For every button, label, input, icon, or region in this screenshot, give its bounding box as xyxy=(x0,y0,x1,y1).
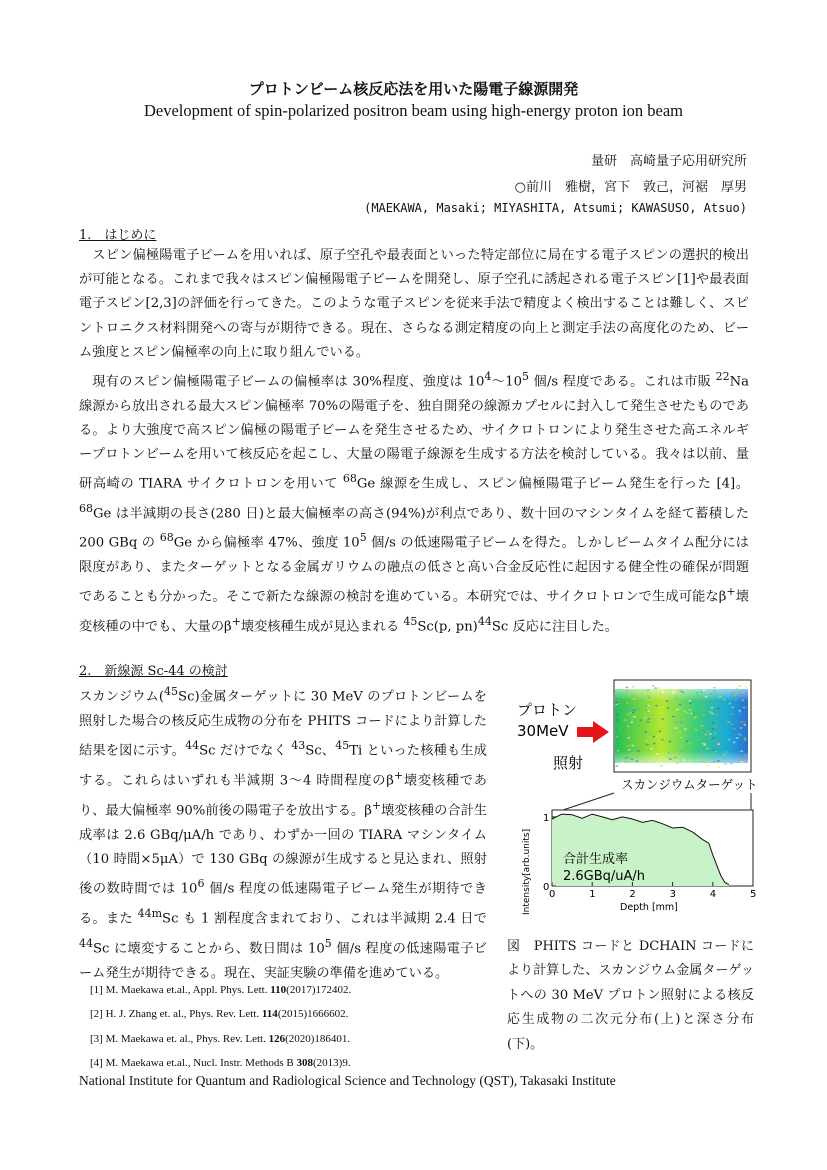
heatmap-speckle-dot xyxy=(725,751,728,753)
rate-label-2: 2.6GBq/uA/h xyxy=(563,869,646,884)
heatmap-speckle-dot xyxy=(675,706,678,708)
authors-roman: (MAEKAWA, Masaki; MIYASHITA, Atsumi; KAWASUSO, Atsuo) xyxy=(364,201,747,215)
heatmap-speckle-dot xyxy=(626,702,629,704)
heatmap-speckle-dot xyxy=(627,728,630,730)
heatmap-speckle-dot xyxy=(617,750,620,752)
heatmap-speckle-dot xyxy=(676,709,679,711)
heatmap-speckle-dot xyxy=(733,729,736,731)
heatmap-speckle-dot xyxy=(733,734,736,736)
heatmap-speckle-dot xyxy=(705,696,708,698)
heatmap-fade xyxy=(615,681,750,771)
heatmap-speckle-dot xyxy=(627,710,630,712)
heatmap-speckle-dot xyxy=(733,742,736,744)
heatmap-speckle-dot xyxy=(615,704,618,706)
energy-label: 30MeV xyxy=(517,722,569,740)
heatmap-speckle-dot xyxy=(717,766,720,768)
heatmap-speckle-dot xyxy=(742,700,745,702)
heatmap-speckle-dot xyxy=(647,689,650,691)
heatmap-speckle-dot xyxy=(714,714,717,716)
heatmap-speckle-dot xyxy=(677,745,680,747)
heatmap-speckle-dot xyxy=(659,694,662,696)
heatmap-speckle-dot xyxy=(679,731,682,733)
heatmap-speckle-dot xyxy=(744,737,747,739)
section1-paragraph1: スピン偏極陽電子ビームを用いれば、原子空孔や最表面といった特定部位に局在する電子スピンの選択的検出が可能となる。これまで我々はスピン偏極陽電子ビームを開発し、原子空孔に誘起される電子スピン[1]や最表面電子スピン[2,3]の評価を行ってきた。このような電子スピンを従来手法で精度よく検出することは難しく、スピントロニクス材料開発への寄与が期待できる。現在、さらなる測定精度の向上と測定手法の高度化のため、ビーム強度とスピン偏極率の向上に取り組んでいる。 xyxy=(79,248,749,360)
heatmap-speckle-dot xyxy=(644,717,647,719)
heatmap-speckle-dot xyxy=(675,764,678,766)
heatmap-speckle-dot xyxy=(635,743,638,745)
heatmap-speckle-dot xyxy=(659,731,662,733)
heatmap-speckle-dot xyxy=(741,751,744,753)
connector-left xyxy=(563,793,614,810)
heatmap-speckle-dot xyxy=(686,712,689,714)
heatmap-speckle-dot xyxy=(703,699,706,701)
heatmap-speckle-dot xyxy=(648,718,651,720)
heatmap-speckle-dot xyxy=(707,731,710,733)
figure xyxy=(505,675,758,925)
heatmap-speckle-dot xyxy=(715,725,718,727)
heatmap-speckle-dot xyxy=(689,700,692,702)
heatmap-speckle-dot xyxy=(713,761,716,763)
heatmap-speckle-dot xyxy=(723,754,726,756)
heatmap-speckle-dot xyxy=(660,704,663,706)
heatmap-speckle-dot xyxy=(615,725,618,727)
y-axis-label: Intensity[arb.units] xyxy=(522,828,532,915)
heatmap-speckle-dot xyxy=(730,724,733,726)
proton-label: プロトン xyxy=(517,701,578,719)
heatmap-speckle-dot xyxy=(656,753,659,755)
heatmap-speckle-dot xyxy=(667,707,670,709)
heatmap-speckle-dot xyxy=(736,688,739,690)
section1-body xyxy=(79,244,749,639)
heatmap-speckle-dot xyxy=(716,742,719,744)
heatmap-speckle-dot xyxy=(628,757,631,759)
heatmap-speckle-dot xyxy=(712,728,715,730)
heatmap-speckle-dot xyxy=(669,726,672,728)
heatmap-speckle-dot xyxy=(616,719,619,721)
x-tick-label: 5 xyxy=(750,889,757,900)
affiliation: 量研 高崎量子応用研究所 xyxy=(590,154,747,169)
heatmap-speckle-dot xyxy=(616,715,619,717)
reference-item: [1] M. Maekawa et.al., Appl. Phys. Lett. 110(2017)172402. xyxy=(90,984,352,996)
heatmap-speckle-dot xyxy=(687,739,690,741)
heatmap-speckle-dot xyxy=(713,754,716,756)
heatmap-speckle-dot xyxy=(646,744,649,746)
heatmap-speckle-dot xyxy=(708,737,711,739)
heatmap-speckle-dot xyxy=(627,726,630,728)
heatmap-speckle-dot xyxy=(745,686,748,688)
heatmap-speckle-dot xyxy=(648,697,651,699)
reference-item: [3] M. Maekawa et. al., Phys. Rev. Lett. 126(2020)186401. xyxy=(90,1032,351,1045)
heatmap-speckle-dot xyxy=(707,765,710,767)
rate-label-1: 合計生成率 xyxy=(563,852,629,867)
heatmap-speckle-dot xyxy=(734,695,737,697)
heatmap-speckle-dot xyxy=(695,729,698,731)
arrow-icon xyxy=(577,721,609,743)
heatmap-speckle-dot xyxy=(696,706,699,708)
heatmap-speckle-dot xyxy=(701,756,704,758)
heatmap-speckle-dot xyxy=(681,751,684,753)
heatmap-speckle-dot xyxy=(661,701,664,703)
heatmap-speckle-dot xyxy=(667,757,670,759)
heatmap-speckle-dot xyxy=(655,705,658,707)
heatmap-speckle-dot xyxy=(626,691,629,693)
heatmap-speckle-dot xyxy=(702,708,705,710)
heatmap-speckle-dot xyxy=(689,760,692,762)
heatmap-speckle-dot xyxy=(688,743,691,745)
heatmap-speckle-dot xyxy=(645,731,648,733)
heatmap-speckle-dot xyxy=(700,696,703,698)
heatmap-speckle-dot xyxy=(648,736,651,738)
heatmap-speckle-dot xyxy=(713,759,716,761)
heatmap-speckle-dot xyxy=(619,729,622,731)
heatmap-speckle-dot xyxy=(732,707,735,709)
heatmap-speckle-dot xyxy=(727,721,730,723)
heatmap-speckle-dot xyxy=(637,725,640,727)
title-japanese: プロトンビーム核反応法を用いた陽電子線源開発 xyxy=(248,80,579,98)
heatmap-speckle-dot xyxy=(701,691,704,693)
heatmap-speckle-dot xyxy=(700,727,703,729)
heatmap-speckle-dot xyxy=(631,759,634,761)
heatmap-speckle-dot xyxy=(718,744,721,746)
heatmap-speckle-dot xyxy=(647,699,650,701)
heatmap-speckle-dot xyxy=(645,710,648,712)
heatmap-speckle-dot xyxy=(703,744,706,746)
heatmap-speckle-dot xyxy=(741,761,744,763)
heatmap-speckle-dot xyxy=(627,722,630,724)
heatmap-speckle-dot xyxy=(640,719,643,721)
heatmap-speckle-dot xyxy=(711,713,714,715)
heatmap-speckle-dot xyxy=(638,691,641,693)
heatmap-speckle-dot xyxy=(702,764,705,766)
heatmap-speckle-dot xyxy=(636,761,639,763)
heatmap-speckle-dot xyxy=(717,708,720,710)
heatmap-speckle-dot xyxy=(667,754,670,756)
heatmap-speckle-dot xyxy=(703,761,706,763)
heatmap-speckle-dot xyxy=(632,752,635,754)
irradiation-label: 照射 xyxy=(553,754,584,772)
heatmap-speckle-dot xyxy=(661,739,664,741)
heatmap-speckle-dot xyxy=(713,693,716,695)
heatmap-speckle-dot xyxy=(625,757,628,759)
section1-paragraph2: 現有のスピン偏極陽電子ビームの偏極率は 30%程度、強度は $10^4\sim 10^5$ 個/s 程度である。これは市販 $^{22}$Na 線源から放出される最大スピン偏極率 70%の陽電子を、独自開発の線源カプセルに封入して発生させたものである。より大強度で高スピン偏極の陽電子ビームを発生させるため、サイクロトロンにより発生させた高エネルギープロトンビームを用いて核反応を起こし、大量の陽電子線源を生成する方法を検討している。我々は以前、量研高崎の TIARA サイクロトロンを用いて $^{68}$Ge 線源を生成し、スピン偏極陽電子ビーム発生を行った [4]。$^{68}$Ge は半減期の長さ(280 日)と最大偏極率の高さ(94%)が利点であり、数十回のマシンタイムを経て蓄積した 200 GBq の $^{68}$Ge から偏極率 47%、強度 $10^5$ 個/s の低速陽電子ビームを得た。しかしビームタイム配分には限度があり、またターゲットとなる金属ガリウムの融点の低さと高い合金反応性に起因する健全性の確保が問題であることも分かった。そこで新たな線源の検討を進めている。本研究では、サイクロトロンで生成可能なβ+壊変核種の中でも、大量のβ+壊変核種生成が見込まれる $^{45}$Sc(p, pn)$^{44}$Sc 反応に注目した。 xyxy=(79,370,750,635)
authors: ○前川 雅樹，宮下 敦己，河裾 厚男 xyxy=(514,180,747,195)
heatmap-speckle-dot xyxy=(616,736,619,738)
heatmap-speckle-dot xyxy=(730,763,733,765)
heatmap-speckle-dot xyxy=(723,700,726,702)
heatmap-speckle-dot xyxy=(707,748,710,750)
heatmap-speckle-dot xyxy=(632,686,635,688)
heatmap-speckle-dot xyxy=(647,695,650,697)
references xyxy=(90,978,490,1076)
x-tick-label: 0 xyxy=(549,889,556,900)
heatmap-speckle-dot xyxy=(728,739,731,741)
heatmap-speckle-dot xyxy=(628,749,631,751)
heatmap-speckle-dot xyxy=(690,713,693,715)
heatmap-speckle-dot xyxy=(739,685,742,687)
heatmap-speckle-dot xyxy=(631,717,634,719)
heatmap-speckle-dot xyxy=(632,745,635,747)
heatmap-speckle-dot xyxy=(740,727,743,729)
heatmap-speckle-dot xyxy=(616,747,619,749)
heatmap-speckle-dot xyxy=(713,687,716,689)
heatmap-speckle-dot xyxy=(738,734,741,736)
heatmap-speckle-dot xyxy=(735,693,738,695)
heatmap-speckle-dot xyxy=(626,687,629,689)
x-tick-label: 1 xyxy=(589,889,596,900)
heatmap-speckle-dot xyxy=(648,711,651,713)
heatmap-speckle-dot xyxy=(701,725,704,727)
heatmap-speckle-dot xyxy=(618,712,621,714)
heatmap-speckle-dot xyxy=(627,733,630,735)
heatmap-speckle-dot xyxy=(658,687,661,689)
heatmap-speckle-dot xyxy=(651,714,654,716)
heatmap-speckle-dot xyxy=(680,737,683,739)
heatmap-speckle-dot xyxy=(744,755,747,757)
heatmap-speckle-dot xyxy=(652,685,655,687)
heatmap-speckle-dot xyxy=(690,738,693,740)
heatmap-speckle-dot xyxy=(625,761,628,763)
heatmap-speckle-dot xyxy=(744,724,747,726)
heatmap-speckle-dot xyxy=(736,737,739,739)
heatmap-speckle-dot xyxy=(629,724,632,726)
heatmap-speckle-dot xyxy=(680,721,683,723)
x-tick-label: 3 xyxy=(669,889,676,900)
heatmap-speckle-dot xyxy=(741,758,744,760)
heatmap-speckle-dot xyxy=(709,733,712,735)
heatmap-speckle-dot xyxy=(738,751,741,753)
heatmap-speckle-dot xyxy=(631,695,634,697)
heatmap-speckle-dot xyxy=(679,704,682,706)
heatmap-speckle-dot xyxy=(624,719,627,721)
heatmap-speckle-dot xyxy=(712,738,715,740)
heatmap-speckle-dot xyxy=(693,718,696,720)
heatmap-speckle-dot xyxy=(661,718,664,720)
heatmap-speckle-dot xyxy=(672,716,675,718)
heatmap-speckle-dot xyxy=(634,715,637,717)
heatmap-speckle-dot xyxy=(697,715,700,717)
heatmap-speckle-dot xyxy=(711,707,714,709)
heatmap-speckle-dot xyxy=(650,748,653,750)
heatmap-speckle-dot xyxy=(637,750,640,752)
x-axis-label: Depth [mm] xyxy=(620,902,678,913)
heatmap-speckle-dot xyxy=(717,760,720,762)
heatmap-speckle-dot xyxy=(740,721,743,723)
heatmap-speckle-dot xyxy=(647,721,650,723)
heatmap-speckle-dot xyxy=(646,705,649,707)
heatmap-speckle-dot xyxy=(689,709,692,711)
heatmap-speckle-dot xyxy=(714,702,717,704)
heatmap-speckle-dot xyxy=(694,717,697,719)
section2-body: スカンジウム($^{45}$Sc)金属ターゲットに 30 MeV のプロトンビームを照射した場合の核反応生成物の分布を PHITS コードにより計算した結果を図に示す。$^{44}$Sc だけでなく $^{43}$Sc、$^{45}$Ti といった核種も生成する。これらはいずれも半減期 3～4 時間程度のβ+壊変核種であり、最大偏極率 90%前後の陽電子を放出する。β+壊変核種の合計生成率は 2.6 GBq/μA/h であり、わずか一回の TIARA マシンタイム（10 時間×5μA）で 130 GBq の線源が生成すると見込まれ、照射後の数時間では $10^6$ 個/s 程度の低速陽電子ビーム発生が期待できる。また $^{44m}$Sc も 1 割程度含まれており、これは半減期 2.4 日で $^{44}$Sc に壊変することから、数日間は $10^5$ 個/s 程度の低速陽電子ビーム発生が期待できる。現在、実証実験の準備を進めている。 xyxy=(79,685,487,981)
heatmap-speckle-dot xyxy=(622,762,625,764)
heatmap-speckle-dot xyxy=(669,741,672,743)
heatmap-speckle-dot xyxy=(689,703,692,705)
heatmap-speckle-dot xyxy=(662,691,665,693)
heatmap-speckle-dot xyxy=(714,733,717,735)
heatmap-speckle-dot xyxy=(638,740,641,742)
heatmap-speckle-dot xyxy=(743,722,746,724)
heatmap-speckle-dot xyxy=(702,714,705,716)
heatmap-speckle-dot xyxy=(669,716,672,718)
heatmap-speckle-dot xyxy=(719,696,722,698)
heatmap-speckle-dot xyxy=(655,736,658,738)
heatmap-speckle-dot xyxy=(675,756,678,758)
heatmap-speckle-dot xyxy=(710,694,713,696)
heatmap-speckle-dot xyxy=(617,700,620,702)
heatmap-speckle-dot xyxy=(682,759,685,761)
y-tick-label: 0 xyxy=(543,882,550,893)
heatmap-speckle-dot xyxy=(669,758,672,760)
heatmap-speckle-dot xyxy=(633,716,636,718)
heatmap-speckle-dot xyxy=(628,745,631,747)
heatmap-speckle-dot xyxy=(668,753,671,755)
heatmap-speckle-dot xyxy=(688,725,691,727)
figure-svg xyxy=(505,675,758,925)
heatmap-speckle-dot xyxy=(631,721,634,723)
heatmap-speckle-dot xyxy=(681,719,684,721)
heatmap-speckle-dot xyxy=(660,765,663,767)
heatmap-speckle-dot xyxy=(686,741,689,743)
heatmap-speckle-dot xyxy=(738,710,741,712)
heatmap-speckle-dot xyxy=(615,702,618,704)
footer: National Institute for Quantum and Radiological Science and Technology (QST), Takasaki Institute xyxy=(79,1073,616,1088)
heatmap-speckle-dot xyxy=(653,743,656,745)
heatmap-speckle-dot xyxy=(739,712,742,714)
title-english: Development of spin-polarized positron beam using high-energy proton ion beam xyxy=(143,101,684,120)
depth-chart xyxy=(522,810,756,915)
heatmap-speckle-dot xyxy=(713,691,716,693)
heatmap-speckle-dot xyxy=(676,762,679,764)
heatmap-speckle-dot xyxy=(631,711,634,713)
heatmap-speckle-dot xyxy=(622,706,625,708)
heatmap-speckle-dot xyxy=(626,698,629,700)
heatmap-speckle-dot xyxy=(676,729,679,731)
heatmap-speckle-dot xyxy=(672,691,675,693)
heatmap-speckle-dot xyxy=(655,687,658,689)
heatmap-speckle-dot xyxy=(645,746,648,748)
heatmap-speckle-dot xyxy=(627,714,630,716)
heatmap-speckle-dot xyxy=(631,706,634,708)
heatmap-speckle-dot xyxy=(653,736,656,738)
heatmap-speckle-dot xyxy=(744,739,747,741)
heatmap-speckle-dot xyxy=(646,740,649,742)
heatmap-speckle-dot xyxy=(678,690,681,692)
heatmap-speckle-dot xyxy=(719,713,722,715)
heatmap-speckle-dot xyxy=(676,695,679,697)
heatmap-speckle-dot xyxy=(704,734,707,736)
heatmap-speckle-dot xyxy=(684,728,687,730)
heatmap-speckle-dot xyxy=(674,721,677,723)
heatmap-speckle-dot xyxy=(698,739,701,741)
heatmap-speckle-dot xyxy=(616,765,619,767)
heatmap-speckle-dot xyxy=(735,699,738,701)
heatmap-speckle-dot xyxy=(633,699,636,701)
heatmap-speckle-dot xyxy=(724,763,727,765)
y-tick-label: 1 xyxy=(543,812,550,824)
heatmap-speckle-dot xyxy=(711,722,714,724)
heatmap-speckle-dot xyxy=(714,750,717,752)
heatmap-speckle-dot xyxy=(633,709,636,711)
heatmap-speckle-dot xyxy=(741,692,744,694)
heatmap-speckle-dot xyxy=(743,707,746,709)
reference-item: [4] M. Maekawa et.al., Nucl. Instr. Methods B 308(2013)9. xyxy=(90,1057,351,1070)
heatmap-speckle-dot xyxy=(628,737,631,739)
x-tick-label: 2 xyxy=(629,889,636,900)
figure-caption: 図 PHITS コードと DCHAIN コードにより計算した、スカンジウム金属ターゲットへの 30 MeV プロトン照射による核反応生成物の二次元分布(上)と深さ分布(下)。 xyxy=(507,939,754,1052)
section1-heading: 1. はじめに xyxy=(79,228,157,243)
heatmap-speckle-dot xyxy=(696,692,699,694)
reference-item: [2] H. J. Zhang et. al., Phys. Rev. Lett. 114(2015)1666602. xyxy=(90,1008,349,1021)
heatmap-speckle-dot xyxy=(666,700,669,702)
heatmap-speckle-dot xyxy=(637,708,640,710)
heatmap-speckle-dot xyxy=(684,711,687,713)
heatmap-speckle-dot xyxy=(731,713,734,715)
heatmap-speckle-dot xyxy=(634,697,637,699)
heatmap-speckle-dot xyxy=(669,711,672,713)
target-label: スカンジウムターゲット xyxy=(621,777,758,792)
heatmap-speckle-dot xyxy=(676,721,679,723)
heatmap-speckle-dot xyxy=(681,691,684,693)
heatmap-speckle-dot xyxy=(678,708,681,710)
heatmap-speckle-dot xyxy=(622,715,625,717)
heatmap-speckle-dot xyxy=(630,712,633,714)
heatmap-speckle-dot xyxy=(709,711,712,713)
x-tick-label: 4 xyxy=(709,889,717,900)
heatmap-speckle-dot xyxy=(675,727,678,729)
heatmap-speckle-dot xyxy=(729,703,732,705)
heatmap-speckle-dot xyxy=(675,698,678,700)
heatmap-speckle-dot xyxy=(702,743,705,745)
heatmap-speckle-dot xyxy=(691,696,694,698)
heatmap-speckle-dot xyxy=(637,685,640,687)
heatmap-speckle-dot xyxy=(703,690,706,692)
heatmap-speckle-dot xyxy=(661,728,664,730)
heatmap-speckle-dot xyxy=(673,757,676,759)
heatmap-speckle-dot xyxy=(618,702,621,704)
heatmap-speckle-dot xyxy=(732,730,735,732)
section2-heading: 2. 新線源 Sc-44 の検討 xyxy=(79,664,228,679)
